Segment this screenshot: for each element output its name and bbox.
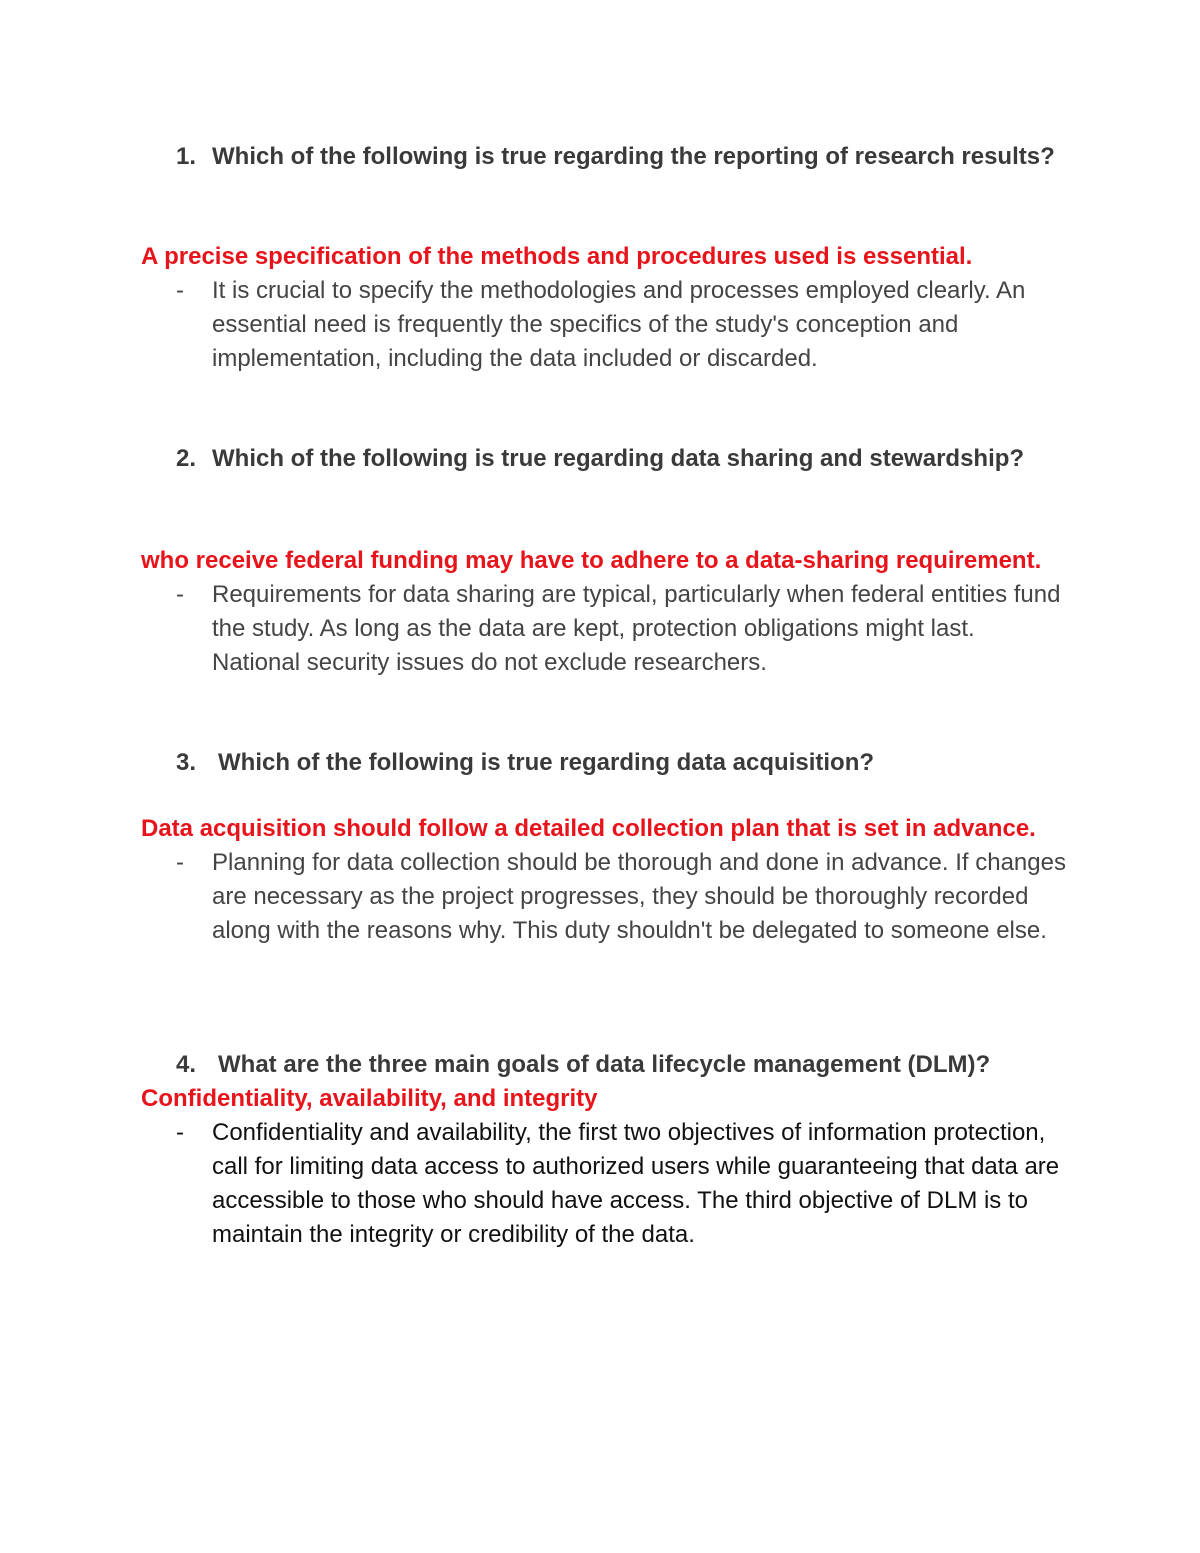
question-text: Which of the following is true regarding data acquisition? bbox=[218, 749, 875, 776]
question-1 bbox=[176, 140, 1056, 174]
bullet-dash: - bbox=[176, 581, 184, 608]
explanation-text: Planning for data collection should be thorough and done in advance. If changes are necessary as the project progresses, they should be thoroughly recorded along with the reasons why. This duty shouldn't be delegated to someone else. bbox=[212, 849, 1066, 944]
qa-item-4 bbox=[0, 1048, 1200, 1252]
explanation-text: Requirements for data sharing are typical, particularly when federal entities fund the study. As long as the data are kept, protection obligations might last. National security issues do not exclude researchers. bbox=[212, 581, 1061, 676]
question-text: Which of the following is true regarding data sharing and stewardship? bbox=[212, 445, 1025, 472]
explanation-3 bbox=[176, 846, 1066, 948]
answer-block-3 bbox=[0, 812, 1200, 948]
question-number: 1. bbox=[176, 143, 197, 170]
answer-block-2 bbox=[0, 544, 1200, 680]
qa-item-1 bbox=[0, 140, 1200, 174]
bullet-dash: - bbox=[176, 1119, 184, 1146]
explanation-2 bbox=[176, 578, 1066, 680]
answer-1: A precise specification of the methods and procedures used is essential. bbox=[141, 243, 973, 270]
qa-item-2 bbox=[0, 442, 1200, 476]
answer-3: Data acquisition should follow a detailed collection plan that is set in advance. bbox=[141, 815, 1036, 842]
question-number: 2. bbox=[176, 445, 197, 472]
question-text: What are the three main goals of data lifecycle management (DLM)? bbox=[218, 1051, 991, 1078]
answer-2: who receive federal funding may have to adhere to a data-sharing requirement. bbox=[141, 547, 1042, 574]
explanation-text: Confidentiality and availability, the first two objectives of information protection, call for limiting data access to authorized users while guaranteeing that data are accessible to those who should have access. The third objective of DLM is to maintain the integrity or credibility of the data. bbox=[212, 1119, 1060, 1248]
qa-item-3 bbox=[0, 746, 1200, 780]
explanation-1 bbox=[176, 274, 1066, 376]
answer-block-1 bbox=[0, 240, 1200, 376]
question-4 bbox=[176, 1048, 1056, 1082]
question-number: 3. bbox=[176, 749, 197, 776]
question-2 bbox=[176, 442, 1056, 476]
question-number: 4. bbox=[176, 1051, 197, 1078]
question-text: Which of the following is true regarding the reporting of research results? bbox=[212, 143, 1055, 170]
explanation-text: It is crucial to specify the methodologies and processes employed clearly. An essential need is frequently the specifics of the study's conception and implementation, including the data included or discarded. bbox=[212, 277, 1026, 372]
explanation-4 bbox=[176, 1116, 1066, 1252]
question-3 bbox=[176, 746, 1056, 780]
bullet-dash: - bbox=[176, 849, 184, 876]
bullet-dash: - bbox=[176, 277, 184, 304]
answer-4: Confidentiality, availability, and integrity bbox=[141, 1085, 598, 1112]
